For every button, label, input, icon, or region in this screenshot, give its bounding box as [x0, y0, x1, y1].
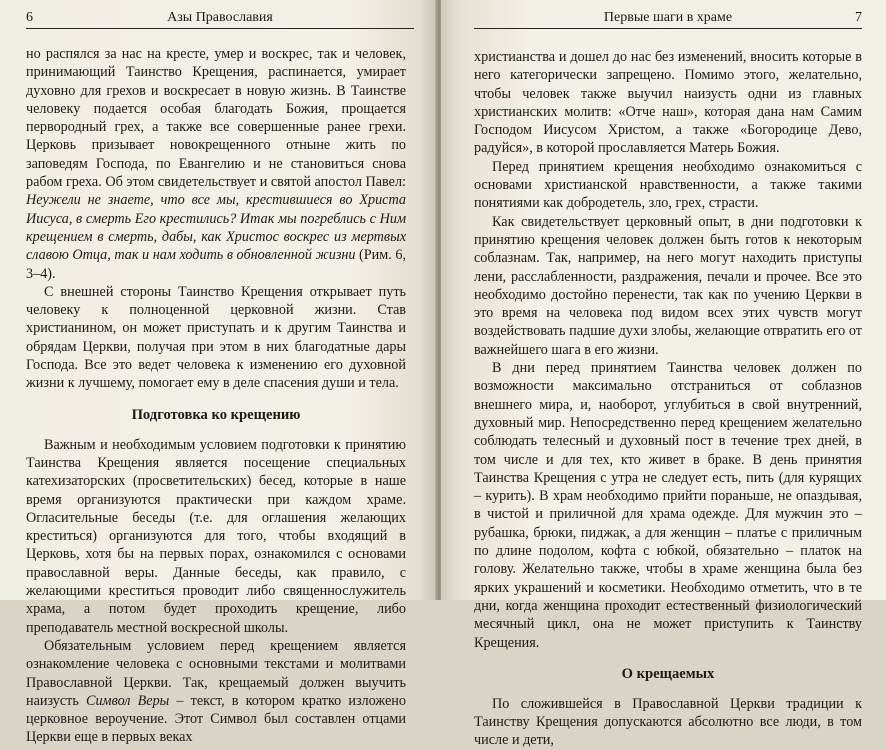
paragraph: Обязательным условием перед крещением является ознакомление человека с основными текстами и молитвами Православной Церкви. Так, крещаемый должен выучить наизусть Символ Веры – текст, в котором кратко изложено церковное вероучение. Этот Символ был составлен отцами Церкви еще в первых веках — [26, 637, 406, 746]
paragraph: По сложившейся в Православной Церкви традиции к Таинству Крещения допускаются абсолютно все люди, в том числе и дети, — [474, 695, 862, 749]
page-number: 7 — [855, 10, 862, 25]
right-page-header — [474, 8, 862, 29]
paragraph: Важным и необходимым условием подготовки к принятию Таинства Крещения является посещение специальных катехизаторских (просветительских) бесед, которые в наше время организуются практически при каждом храме. Огласительные беседы (т.е. для оглашения желающих креститься) организуются для того, чтобы входящий в Церковь, хотя бы на первых порах, ознакомился с основами православной веры. Данные беседы, как правило, с желающими креститься проводит либо священнослужитель храма, а потом будет проходить крещение, либо преподаватель местной воскресной школы. — [26, 436, 406, 636]
paragraph: но распялся за нас на кресте, умер и воскрес, так и человек, принимающий Таинство Крещения, распинается, умирает духовно для грехов и воскресает в новую жизнь. В Таинстве человеку подается особая благодать Божия, прощается первородный грех, а также все совершенные ранее грехи. Церковь призывает новокрещенного отныне жить по заповедям Господа, по Евангелию и не становиться снова рабом греха. Об этом свидетельствует и святой апостол Павел: Неужели не знаете, что все мы, крестившиеся во Христа Иисуса, в смерть Его крестились? Итак мы погреблись с Ним крещением в смерть, дабы, как Христос воскрес из мертвых славою Отца, так и нам ходить в обновленной жизни (Рим. 6, 3–4). — [26, 46, 406, 282]
section-heading: О крещаемых — [621, 665, 715, 682]
left-page-body — [26, 45, 406, 747]
paragraph: В дни перед принятием Таинства человек должен по возможности максимально отстраниться от соблазнов внешнего мира, и, наоборот, углубиться в свой внутренний, духовный мир. Непосредственно перед крещением желательно соблюдать телесный и духовный пост в течение трех дней, в том числе и для тех, кто живет в браке. В день принятия Таинства Крещения с утра не следует есть, пить (для курящих – курить). В храм необходимо прийти пораньше, не опаздывая, в чистой и приличной для храма одежде. Для мужчин это – рубашка, брюки, пиджак, а для женщин – платье с приличным по длине подолом, кофта с юбкой, обязательно – платок на голову. Желательно также, чтобы в храме женщина была без ярких украшений и косметики. Необходимо отметить, что в те дни, когда женщина проходит естественный физиологический месячный цикл, она не может приступить к Таинству Крещения. — [474, 360, 862, 651]
paragraph: Перед принятием крещения необходимо ознакомиться с основами христианской нравственности, а также такими понятиями как добродетель, зло, грех, страсти. — [474, 158, 862, 212]
section-heading: Подготовка ко крещению — [131, 406, 301, 423]
scripture-reference: (Рим. 6, 3–4). — [26, 247, 406, 282]
paragraph: С внешней стороны Таинство Крещения открывает путь человеку к полноценной церковной жизни. Став христианином, он может приступать и к другим Таинства и обрядам Церкви, получая при этом в них благодатные дары Господа. Все это ведет человека к изменению его духовной жизни к лучшему, помогает ему в деле спасения души и тела. — [26, 283, 406, 392]
left-page-header — [26, 8, 414, 29]
running-title: Первые шаги в храме — [603, 10, 733, 25]
italic-term: Символ Веры — [85, 692, 170, 709]
right-page-body — [474, 48, 862, 750]
paragraph: христианства и дошел до нас без изменений, вносить которые в него категорически запрещено. Помимо этого, желательно, чтобы человек также выучил наизусть одни из главных христианских молитв: «Отче наш», которая дана нам Самим Господом Иисусом Христом, а также «Богородице Дево, радуйся», в которой прославляется Матерь Божия. — [474, 49, 862, 157]
page-number: 6 — [26, 10, 33, 25]
left-page — [0, 0, 437, 746]
scripture-quote: Неужели не знаете, что все мы, крестившиеся во Христа Иисуса, в смерть Его крестились? Итак мы погреблись с Ним крещением в смерть, дабы, как Христос воскрес из мертвых славою Отца, так и нам ходить в обновленной жизни — [26, 192, 406, 264]
right-page — [441, 0, 886, 749]
running-title: Азы Православия — [167, 10, 273, 25]
paragraph: Как свидетельствует церковный опыт, в дни подготовки к принятию крещения человек должен быть готов к некоторым соблазнам. Так, например, на него могут находить приступы лени, расслабленности, раздражения, печали и прочее. Все это необходимо достойно перенести, так как по учению Церкви в это время на человека под видом всех этих чувств могут воздействовать падшие духи злобы, желающие отвратить его от важнейшего шага в его жизни. — [474, 213, 862, 358]
